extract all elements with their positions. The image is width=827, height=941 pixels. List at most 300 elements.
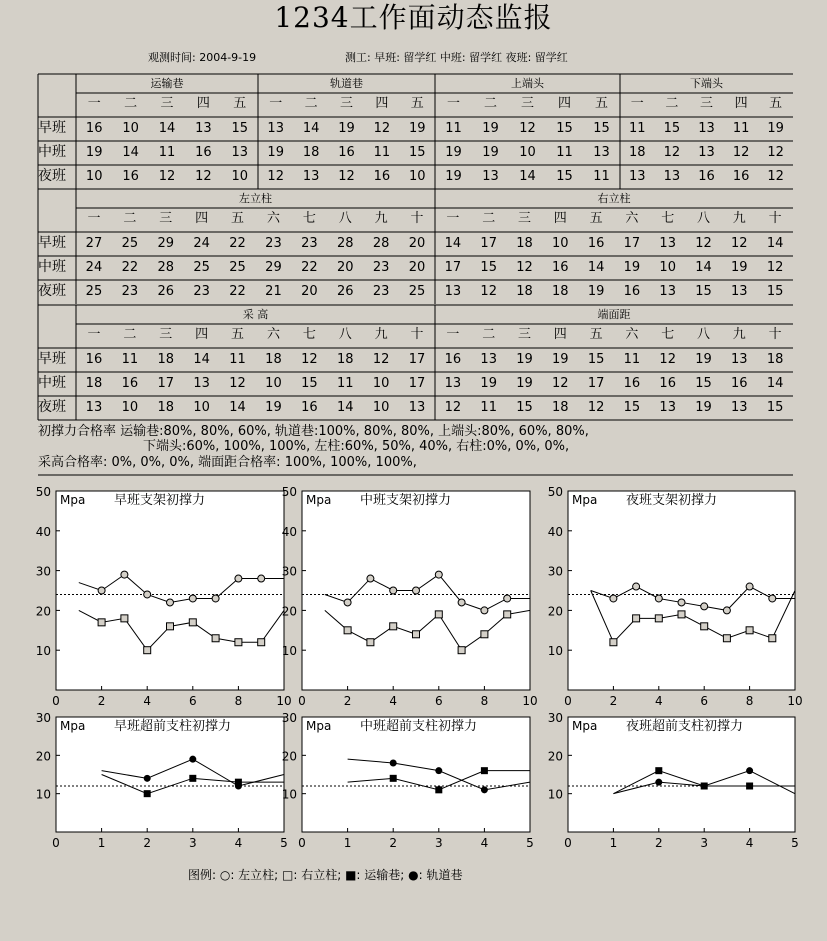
table-cell: 16 [373, 169, 391, 184]
table-cell: 14 [695, 260, 712, 275]
circle-marker [481, 607, 488, 614]
table-cell: 19 [85, 145, 103, 160]
column-header: 五 [231, 211, 245, 226]
x-tick-label: 2 [609, 694, 618, 708]
group-header: 左立柱 [239, 192, 272, 205]
filled-square-marker [655, 767, 662, 774]
column-header: 七 [302, 211, 316, 226]
column-header: 十 [768, 327, 782, 342]
table-cell: 28 [372, 236, 390, 251]
column-header: 四 [195, 211, 209, 226]
table-cell: 14 [444, 236, 462, 251]
table-cell: 16 [731, 376, 748, 391]
square-marker [678, 611, 685, 618]
table-cell: 11 [158, 145, 176, 160]
table-cell: 18 [552, 284, 569, 299]
table-cell: 20 [408, 236, 426, 251]
circle-marker [98, 587, 105, 594]
column-header: 一 [269, 96, 283, 111]
group-header: 端面距 [597, 308, 631, 321]
square-marker [769, 635, 776, 642]
x-tick-label: 10 [787, 694, 803, 708]
line-chart [548, 485, 803, 708]
column-header: 六 [625, 327, 639, 342]
shift-label: 夜班 [38, 283, 66, 299]
table-cell: 13 [231, 145, 249, 160]
y-tick-label: 50 [35, 485, 51, 499]
filled-square-marker [235, 779, 242, 786]
support-pass-rate-line1: 初撑力合格率 运输巷:80%, 80%, 60%, 轨道巷:100%, 80%, 80%, 上端头:80%, 60%, 80%, [38, 424, 589, 439]
table-cell: 15 [516, 400, 533, 415]
table-cell: 10 [122, 121, 139, 136]
table-cell: 10 [409, 169, 426, 184]
column-header: 三 [520, 96, 534, 111]
group-header: 采 高 [242, 308, 269, 321]
column-header: 四 [195, 327, 209, 342]
column-header: 十 [768, 211, 782, 226]
table-cell: 16 [121, 376, 139, 391]
column-header: 七 [661, 327, 675, 342]
table-cell: 12 [731, 236, 748, 251]
table-cell: 18 [157, 352, 175, 367]
table-cell: 17 [444, 260, 462, 275]
column-header: 一 [446, 211, 460, 226]
table-cell: 13 [698, 145, 715, 160]
y-tick-label: 30 [35, 711, 51, 725]
table-cell: 13 [482, 169, 499, 184]
table-cell: 13 [659, 284, 676, 299]
table-cell: 27 [85, 236, 103, 251]
table-cell: 15 [587, 352, 605, 367]
column-header: 四 [196, 96, 210, 111]
table-cell: 18 [516, 236, 533, 251]
line-chart [282, 485, 538, 708]
table-cell: 17 [408, 376, 426, 391]
column-header: 一 [87, 96, 101, 111]
table-cell: 23 [372, 260, 390, 275]
chart-title: 早班支架初撑力 [114, 493, 206, 508]
column-header: 二 [123, 211, 137, 226]
table-cell: 18 [336, 352, 354, 367]
circle-marker [610, 595, 617, 602]
table-cell: 19 [482, 121, 499, 136]
table-cell: 16 [552, 260, 569, 275]
column-header: 十 [410, 211, 424, 226]
chart-legend: 图例: ○: 左立柱; □: 右立柱; ■: 运输巷; ●: 轨道巷 [188, 868, 463, 882]
square-marker [610, 639, 617, 646]
filled-square-marker [435, 786, 442, 793]
table-cell: 12 [732, 145, 750, 160]
y-tick-label: 30 [35, 564, 51, 579]
filled-circle-marker [481, 786, 488, 793]
column-header: 四 [553, 211, 567, 226]
page-title: 1234工作面动态监报 [274, 1, 553, 34]
table-cell: 15 [409, 145, 426, 160]
y-tick-label: 10 [281, 787, 297, 802]
table-cell: 10 [552, 236, 569, 251]
x-tick-label: 2 [343, 694, 352, 708]
column-header: 五 [589, 327, 603, 342]
table-cell: 15 [766, 284, 784, 299]
shift-label: 夜班 [38, 168, 66, 184]
x-tick-label: 4 [234, 836, 243, 850]
table-cell: 14 [122, 145, 139, 160]
circle-marker [344, 599, 351, 606]
table-cell: 24 [193, 236, 210, 251]
table-cell: 14 [302, 121, 320, 136]
y-tick-label: 20 [547, 749, 563, 764]
table-cell: 19 [267, 145, 284, 160]
group-header: 上端头 [511, 77, 544, 90]
table-cell: 19 [552, 352, 569, 367]
observation-date: 观测时间: 2004-9-19 [148, 51, 257, 64]
column-header: 三 [159, 211, 173, 226]
column-header: 一 [87, 211, 101, 226]
table-cell: 10 [231, 169, 249, 184]
y-tick-label: 40 [35, 524, 51, 539]
table-cell: 16 [301, 400, 318, 415]
column-header: 二 [124, 96, 138, 111]
column-header: 二 [665, 96, 679, 111]
table-cell: 12 [767, 145, 784, 160]
table-cell: 19 [480, 376, 497, 391]
shift-label: 早班 [38, 351, 66, 367]
shift-label: 中班 [38, 259, 66, 275]
table-cell: 10 [85, 169, 103, 184]
chart-title: 夜班超前支柱初撑力 [626, 719, 744, 734]
table-cell: 14 [766, 376, 784, 391]
table-cell: 13 [659, 236, 676, 251]
column-header: 十 [410, 327, 424, 342]
column-header: 五 [410, 96, 424, 111]
table-cell: 10 [372, 400, 390, 415]
x-tick-label: 6 [188, 694, 197, 708]
table-cell: 17 [157, 376, 175, 391]
column-header: 一 [630, 96, 644, 111]
filled-circle-marker [655, 779, 662, 786]
table-cell: 12 [663, 145, 681, 160]
table-cell: 20 [301, 284, 318, 299]
table-cell: 14 [587, 260, 605, 275]
table-cell: 13 [444, 376, 462, 391]
column-header: 一 [446, 327, 460, 342]
y-tick-label: 10 [35, 644, 51, 659]
shift-label: 早班 [38, 120, 66, 136]
column-header: 二 [482, 211, 496, 226]
x-tick-label: 0 [52, 694, 60, 708]
height-pass-rate: 采高合格率: 0%, 0%, 0%, 端面距合格率: 100%, 100%, 100%, [38, 455, 417, 470]
table-cell: 13 [267, 121, 284, 136]
table-cell: 19 [516, 352, 533, 367]
group-header: 右立柱 [597, 192, 631, 205]
column-header: 三 [339, 96, 353, 111]
y-tick-label: 10 [547, 644, 563, 659]
column-header: 五 [231, 327, 245, 342]
filled-circle-marker [746, 767, 753, 774]
x-tick-label: 3 [434, 836, 443, 850]
chart-title: 早班超前支柱初撑力 [114, 719, 232, 734]
table-cell: 11 [121, 352, 139, 367]
table-cell: 13 [731, 352, 748, 367]
table-cell: 16 [122, 169, 139, 184]
y-tick-label: 30 [547, 564, 563, 579]
square-marker [655, 615, 662, 622]
column-header: 六 [266, 327, 280, 342]
table-cell: 20 [336, 260, 354, 275]
circle-marker [212, 595, 219, 602]
table-cell: 23 [121, 284, 139, 299]
table-cell: 28 [157, 260, 175, 275]
table-cell: 19 [695, 352, 712, 367]
column-header: 四 [375, 96, 389, 111]
square-marker [633, 615, 640, 622]
plot-area [56, 491, 284, 690]
table-cell: 19 [695, 400, 712, 415]
table-cell: 16 [698, 169, 715, 184]
table-cell: 18 [629, 145, 646, 160]
table-cell: 12 [516, 260, 533, 275]
square-marker [189, 619, 196, 626]
table-cell: 23 [372, 284, 390, 299]
circle-marker [655, 595, 662, 602]
y-tick-label: 10 [547, 787, 563, 802]
table-cell: 12 [480, 284, 497, 299]
x-tick-label: 8 [480, 694, 489, 708]
column-header: 三 [517, 211, 531, 226]
unit-label: Mpa [306, 719, 332, 733]
circle-marker [458, 599, 465, 606]
circle-marker [258, 575, 265, 582]
square-marker [746, 627, 753, 634]
table-cell: 15 [623, 400, 641, 415]
table-cell: 15 [301, 376, 318, 391]
column-header: 二 [123, 327, 137, 342]
column-header: 五 [769, 96, 783, 111]
table-cell: 15 [231, 121, 249, 136]
y-tick-label: 20 [35, 749, 51, 764]
column-header: 五 [594, 96, 608, 111]
column-header: 六 [625, 211, 639, 226]
plot-area [568, 491, 795, 690]
column-header: 七 [302, 327, 316, 342]
table-cell: 29 [157, 236, 175, 251]
column-header: 四 [557, 96, 571, 111]
table-cell: 19 [623, 260, 641, 275]
square-marker [98, 619, 105, 626]
y-tick-label: 10 [281, 644, 297, 659]
table-cell: 23 [265, 236, 282, 251]
table-cell: 13 [444, 284, 462, 299]
table-cell: 16 [659, 376, 676, 391]
filled-square-marker [701, 783, 708, 790]
table-cell: 15 [695, 284, 712, 299]
circle-marker [390, 587, 397, 594]
chart-title: 中班超前支柱初撑力 [360, 719, 478, 734]
x-tick-label: 0 [52, 836, 60, 850]
filled-square-marker [144, 790, 151, 797]
x-tick-label: 0 [564, 836, 572, 850]
x-tick-label: 4 [745, 836, 754, 850]
shift-label: 中班 [38, 375, 66, 391]
x-tick-label: 2 [143, 836, 152, 850]
table-cell: 16 [587, 236, 605, 251]
plot-area [56, 717, 284, 832]
table-cell: 12 [767, 169, 784, 184]
column-header: 八 [338, 211, 352, 226]
table-cell: 16 [623, 284, 641, 299]
table-cell: 29 [265, 260, 282, 275]
square-marker [344, 627, 351, 634]
table-cell: 22 [229, 284, 246, 299]
table-cell: 12 [552, 376, 569, 391]
table-cell: 19 [445, 169, 462, 184]
table-cell: 23 [193, 284, 210, 299]
table-cell: 11 [593, 169, 610, 184]
table-cell: 12 [195, 169, 212, 184]
column-header: 二 [304, 96, 318, 111]
table-cell: 10 [372, 376, 390, 391]
square-marker [144, 647, 151, 654]
chart-title: 中班支架初撑力 [360, 493, 452, 508]
circle-marker [435, 571, 442, 578]
x-tick-label: 0 [298, 694, 306, 708]
table-cell: 12 [766, 260, 784, 275]
table-cell: 11 [445, 121, 462, 136]
circle-marker [723, 607, 730, 614]
y-tick-label: 20 [281, 604, 297, 619]
table-cell: 12 [338, 169, 355, 184]
x-tick-label: 1 [609, 836, 618, 850]
y-tick-label: 50 [547, 485, 563, 499]
table-cell: 11 [556, 145, 573, 160]
table-cell: 16 [444, 352, 462, 367]
x-tick-label: 8 [745, 694, 754, 708]
table-cell: 15 [663, 121, 681, 136]
table-cell: 25 [193, 260, 210, 275]
table-cell: 18 [516, 284, 533, 299]
column-header: 二 [482, 327, 496, 342]
column-header: 一 [87, 327, 101, 342]
circle-marker [235, 575, 242, 582]
circle-marker [367, 575, 374, 582]
table-cell: 13 [629, 169, 646, 184]
table-cell: 13 [659, 400, 676, 415]
table-cell: 13 [193, 376, 210, 391]
table-cell: 11 [336, 376, 354, 391]
table-cell: 10 [519, 145, 536, 160]
column-header: 三 [159, 327, 173, 342]
x-tick-label: 6 [434, 694, 443, 708]
column-header: 九 [374, 211, 388, 226]
square-marker [367, 639, 374, 646]
table-cell: 17 [587, 376, 605, 391]
table-cell: 26 [157, 284, 175, 299]
table-cell: 25 [229, 260, 246, 275]
square-marker [235, 639, 242, 646]
square-marker [723, 635, 730, 642]
y-tick-label: 50 [281, 485, 297, 499]
table-cell: 12 [695, 236, 712, 251]
x-tick-label: 0 [298, 836, 306, 850]
x-tick-label: 5 [280, 836, 288, 850]
table-cell: 13 [85, 400, 103, 415]
shift-workers: 测工: 早班: 留学红 中班: 留学红 夜班: 留学红 [345, 51, 568, 64]
square-marker [458, 647, 465, 654]
filled-circle-marker [435, 767, 442, 774]
table-cell: 16 [85, 352, 103, 367]
column-header: 九 [732, 211, 746, 226]
table-cell: 13 [731, 284, 748, 299]
table-cell: 22 [301, 260, 318, 275]
circle-marker [144, 591, 151, 598]
table-cell: 12 [372, 352, 390, 367]
column-header: 八 [696, 211, 710, 226]
circle-marker [121, 571, 128, 578]
table-cell: 13 [698, 121, 715, 136]
table-cell: 12 [444, 400, 462, 415]
column-header: 八 [338, 327, 352, 342]
table-cell: 18 [766, 352, 784, 367]
x-tick-label: 4 [389, 694, 398, 708]
column-header: 六 [266, 211, 280, 226]
table-cell: 12 [373, 121, 391, 136]
circle-marker [413, 587, 420, 594]
table-cell: 14 [193, 352, 210, 367]
unit-label: Mpa [572, 719, 598, 733]
column-header: 九 [732, 327, 746, 342]
x-tick-label: 5 [791, 836, 799, 850]
table-cell: 18 [85, 376, 103, 391]
column-header: 三 [160, 96, 174, 111]
table-cell: 12 [267, 169, 284, 184]
column-header: 三 [699, 96, 713, 111]
table-cell: 19 [265, 400, 282, 415]
square-marker [413, 631, 420, 638]
table-cell: 13 [195, 121, 212, 136]
circle-marker [701, 603, 708, 610]
table-cell: 12 [229, 376, 246, 391]
table-cell: 13 [663, 169, 681, 184]
y-tick-label: 20 [281, 749, 297, 764]
x-tick-label: 5 [526, 836, 534, 850]
filled-square-marker [189, 775, 196, 782]
circle-marker [504, 595, 511, 602]
circle-marker [167, 599, 174, 606]
filled-circle-marker [390, 760, 397, 767]
table-cell: 12 [519, 121, 536, 136]
group-header: 运输巷 [150, 77, 184, 90]
table-cell: 13 [302, 169, 320, 184]
table-cell: 18 [552, 400, 569, 415]
y-tick-label: 40 [547, 524, 563, 539]
x-tick-label: 4 [143, 694, 152, 708]
table-cell: 19 [482, 145, 499, 160]
table-cell: 11 [623, 352, 641, 367]
x-tick-label: 2 [97, 694, 106, 708]
table-cell: 16 [732, 169, 750, 184]
table-cell: 12 [158, 169, 176, 184]
table-cell: 10 [265, 376, 282, 391]
table-cell: 18 [265, 352, 282, 367]
x-tick-label: 0 [564, 694, 572, 708]
table-cell: 19 [731, 260, 748, 275]
x-tick-label: 4 [480, 836, 489, 850]
table-cell: 13 [593, 145, 610, 160]
table-cell: 28 [336, 236, 354, 251]
table-cell: 14 [158, 121, 176, 136]
table-cell: 12 [659, 352, 676, 367]
x-tick-label: 6 [700, 694, 709, 708]
